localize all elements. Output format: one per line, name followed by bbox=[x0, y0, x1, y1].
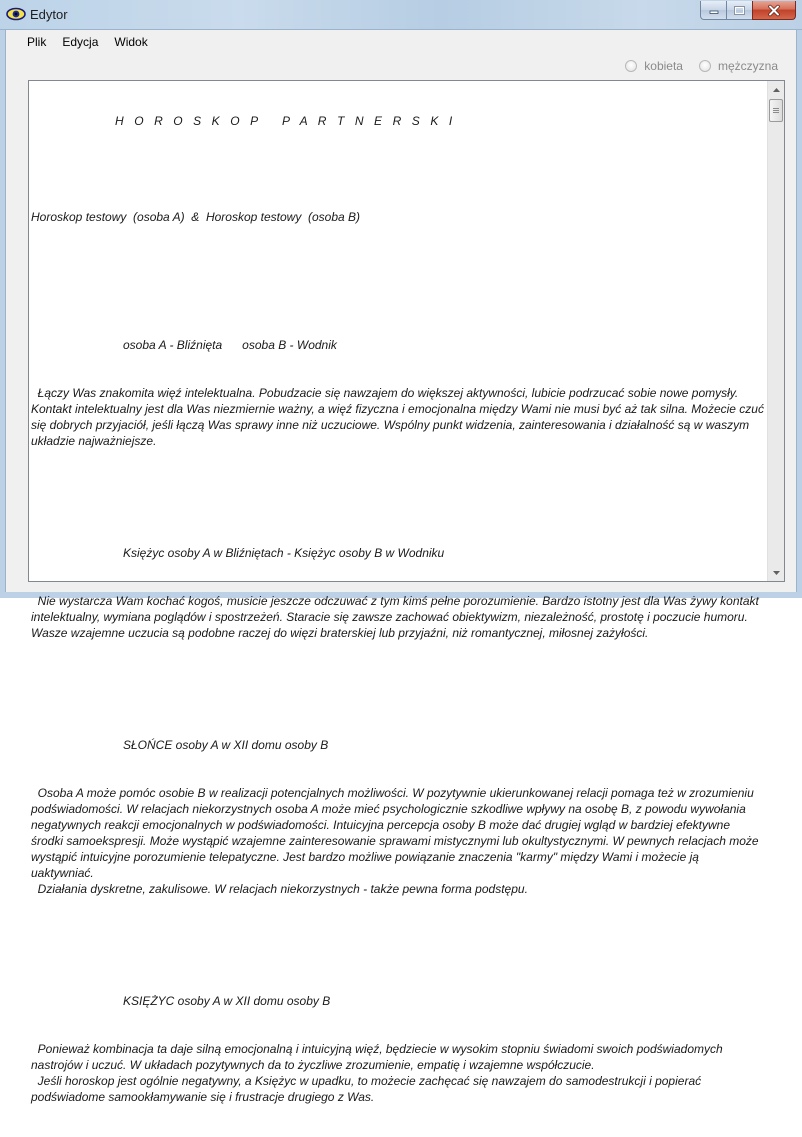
maximize-icon bbox=[734, 6, 745, 15]
menu-widok[interactable]: Widok bbox=[114, 35, 148, 49]
scroll-up-arrow-icon bbox=[773, 88, 780, 92]
document-text-area[interactable] bbox=[28, 80, 785, 1104]
section-title: KSIĘŻYC osoby A w XII domu osoby B bbox=[123, 994, 331, 1008]
scrollbar-thumb[interactable] bbox=[769, 99, 783, 122]
section-body: Nie wystarcza Wam kochać kogoś, musicie jeszcze odczuwać z tym kimś pełne porozumienie. Bardzo istotny jest dla Was żywy kontakt intelektualny, wymiana poglądów i spostrzeżeń. Staracie się zawsze zachować obiektywizm, niezależność, prostotę i poczucie humoru. Wasze wzajemne uczucia są podobne raczej do więzi braterskiej lub przyjaźni, niż romantycznej, miłosnej zażyłości. bbox=[31, 594, 763, 640]
title-bar[interactable] bbox=[0, 0, 802, 30]
gender-radio-group bbox=[609, 59, 778, 73]
blank-line bbox=[31, 929, 764, 945]
blank-line bbox=[31, 161, 764, 177]
section-body: Ponieważ kombinacja ta daje silną emocjonalną i intuicyjną więź, będziecie w wysokim stopniu świadomi swoich podświadomych nastrojów i uczuć. W układach pozytywnych da to życzliwe zrozumienie, empatię i wzajemne współczucie. Jeśli horoskop jest ogólnie negatywny, a Księżyc w upadku, to możecie zachęcać się nawzajem do samodestrukcji i popierać podświadome samookłamywanie się i frustracje drugiego z Was. bbox=[31, 1042, 723, 1104]
scroll-down-button[interactable] bbox=[768, 564, 784, 581]
window-controls bbox=[701, 1, 796, 21]
close-button[interactable] bbox=[752, 1, 796, 20]
window-title: Edytor bbox=[30, 7, 68, 22]
minimize-icon bbox=[709, 6, 719, 14]
blank-line bbox=[31, 481, 764, 497]
partners-line: Horoskop testowy (osoba A) & Horoskop testowy (osoba B) bbox=[31, 210, 361, 224]
radio-mezczyzna[interactable] bbox=[699, 59, 778, 73]
scroll-down-arrow-icon bbox=[773, 571, 780, 575]
document-content bbox=[31, 81, 768, 1137]
vertical-scrollbar[interactable] bbox=[767, 81, 784, 581]
radio-label-mezczyzna: mężczyzna bbox=[717, 59, 778, 73]
section-title: SŁOŃCE osoby A w XII domu osoby B bbox=[123, 738, 329, 752]
menu-bar bbox=[6, 30, 798, 54]
section-body: Osoba A może pomóc osobie B w realizacji potencjalnych możliwości. W pozytywnie ukierunkowanej relacji pomaga też w zrozumieniu podświadomości. W relacjach niekorzystnych osoba A może mieć psychologicznie szkodliwe wpływy na osobę B, z powodu wywołania negatywnych reakcji emocjonalnych w podświadomości. Intuicyjna percepcja osoby B może dać drugiej wgląd w bardziej efektywne środki samoekspresji. Może wystąpić wzajemne zainteresowanie sprawami mistycznymi lub okultystycznymi. W pewnych relacjach może wystąpić intuicyjne porozumienie telepatyczne. Jest bardzo możliwe powiązanie znaczenia "karmy" między Wami i możecie ją uaktywniać. Działania dyskretne, zakulisowe. W relacjach niekorzystnych - także pewna forma podstępu. bbox=[31, 786, 759, 896]
radio-kobieta[interactable] bbox=[625, 59, 683, 73]
radio-button-icon[interactable] bbox=[625, 60, 637, 72]
radio-button-icon[interactable] bbox=[699, 60, 711, 72]
thumb-grip-line bbox=[773, 112, 779, 113]
blank-line bbox=[31, 257, 764, 289]
blank-line bbox=[31, 673, 764, 689]
thumb-grip-line bbox=[773, 110, 779, 111]
section-title: Księżyc osoby A w Bliźniętach - Księżyc osoby B w Wodniku bbox=[123, 546, 445, 560]
document-heading: H O R O S K O P P A R T N E R S K I bbox=[115, 114, 456, 128]
menu-edycja[interactable]: Edycja bbox=[62, 35, 99, 49]
maximize-button[interactable] bbox=[726, 1, 753, 20]
thumb-grip-line bbox=[773, 108, 779, 109]
eye-icon bbox=[6, 6, 26, 22]
section-body: Łączy Was znakomita więź intelektualna. Pobudzacie się nawzajem do większej aktywności, lubicie podrzucać sobie nowe pomysły. Kontakt intelektualny jest dla Was niezmiernie ważny, a więź fizyczna i emocjonalna między Wami nie musi być aż tak silna. Możecie czuć się dobrych przyjaciół, jeśli łączą Was sprawy inne niż uczuciowe. Wspólny punkt widzenia, zainteresowania i działalność są w waszym układzie najważniejsze. bbox=[31, 386, 768, 448]
minimize-button[interactable] bbox=[700, 1, 727, 20]
window-client-area bbox=[5, 30, 797, 1104]
window-frame-right bbox=[797, 30, 802, 592]
section-title: osoba A - Bliźnięta osoba B - Wodnik bbox=[123, 338, 337, 352]
menu-plik[interactable]: Plik bbox=[27, 35, 47, 49]
scroll-up-button[interactable] bbox=[768, 81, 784, 98]
close-icon bbox=[768, 5, 780, 16]
radio-label-kobieta: kobieta bbox=[644, 59, 683, 73]
